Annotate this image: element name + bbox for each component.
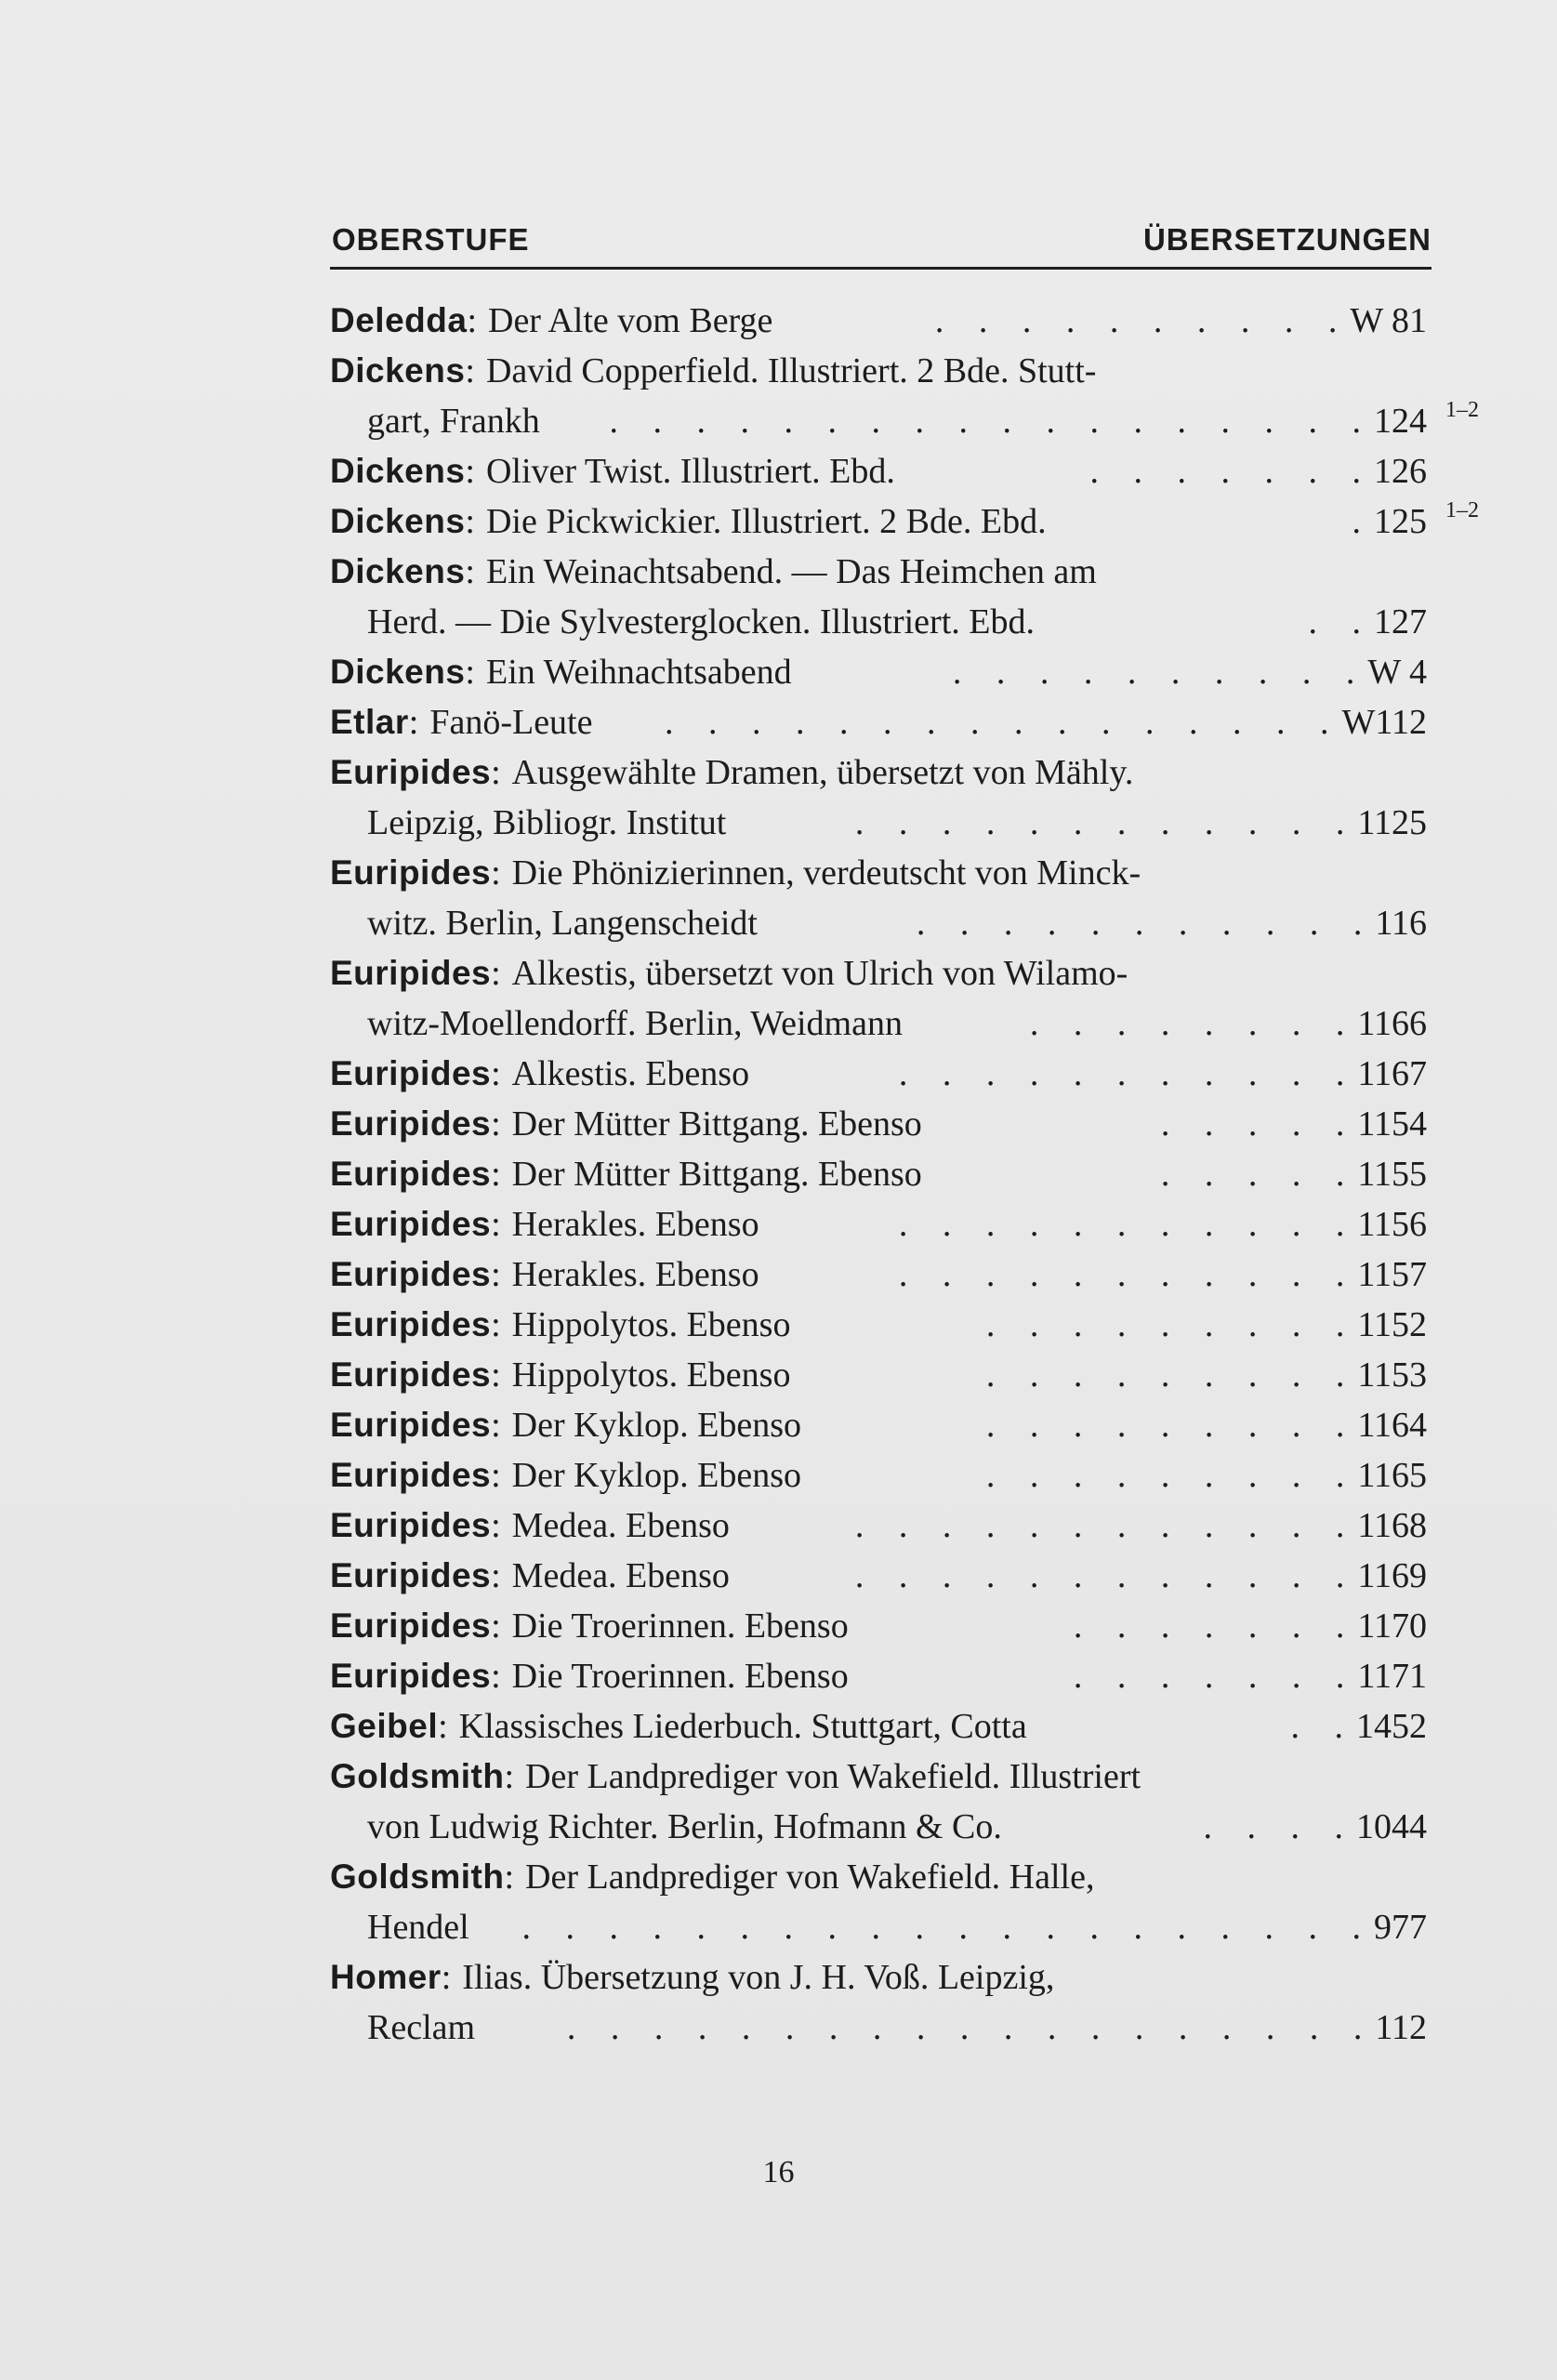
- entry-text: Die Phönizierinnen, verdeutscht von Minck-: [511, 853, 1141, 892]
- catalog-number: 1168: [1357, 1506, 1427, 1545]
- entry-text: Fanö-Leute: [429, 703, 593, 742]
- entry-text: gart, Frankh: [367, 402, 540, 441]
- dot-leader: . . . . . . . . .: [985, 1305, 1358, 1344]
- author-name: Dickens: [330, 502, 466, 540]
- dot-leader: . . . . . . . . . . . . . . . . . . . .: [521, 1908, 1374, 1947]
- entry-tail: [1309, 597, 1428, 647]
- author-name: Euripides: [330, 1355, 492, 1394]
- author-name: Euripides: [330, 954, 492, 992]
- entry-line: [330, 1551, 1427, 1601]
- entry-tail: [665, 697, 1427, 747]
- author-separator: :: [465, 653, 475, 692]
- entry-text: Oliver Twist. Illustriert. Ebd.: [485, 452, 895, 491]
- entry-tail: [1161, 1149, 1427, 1199]
- dot-leader: . . . . . . . . . . . . . . . .: [665, 703, 1342, 742]
- dot-leader: . . . . . . .: [1073, 1606, 1358, 1646]
- entry-line: [330, 1099, 1427, 1149]
- entry-tail: [1204, 1802, 1428, 1852]
- entry-text: Ein Weinachtsabend. — Das Heimchen am: [485, 552, 1097, 591]
- entry-line: [330, 1450, 1427, 1501]
- dot-leader: . . . . . . . . . .: [952, 653, 1368, 692]
- entry: [330, 346, 1479, 446]
- dot-leader: . . . . . . . . . . . .: [854, 1556, 1358, 1595]
- catalog-number: 1169: [1357, 1556, 1427, 1595]
- catalog-number: 1154: [1357, 1104, 1427, 1144]
- entry: [330, 1149, 1427, 1199]
- entry: [330, 1551, 1427, 1601]
- catalog-number: 1152: [1357, 1305, 1427, 1344]
- entry-tail: [899, 1250, 1427, 1300]
- entry-continuation-line: [330, 998, 1427, 1049]
- header-right: ÜBERSETZUNGEN: [1142, 222, 1432, 257]
- entry: [330, 1952, 1427, 2053]
- entry: [330, 1701, 1427, 1752]
- author-name: Euripides: [330, 753, 492, 791]
- entry: [330, 747, 1427, 848]
- entry: [330, 1852, 1427, 1952]
- dot-leader: . . . . . . . . . . .: [916, 904, 1376, 943]
- entry-line: [330, 697, 1427, 747]
- author-name: Dickens: [330, 452, 466, 490]
- author-separator: :: [408, 703, 419, 742]
- dot-leader: . . . . . . . . .: [985, 1406, 1358, 1445]
- entry-tail: [610, 396, 1428, 446]
- entry-text: Hendel: [367, 1908, 469, 1947]
- entry-tail: [855, 798, 1427, 848]
- dot-leader: . . . . . . .: [1073, 1657, 1358, 1696]
- entry-text: Der Kyklop. Ebenso: [511, 1406, 802, 1445]
- entry-tail: [1074, 1601, 1427, 1651]
- entry-text: Reclam: [367, 2008, 476, 2047]
- entry-list: [330, 296, 1479, 2053]
- author-name: Dickens: [330, 351, 466, 390]
- catalog-number: 1164: [1357, 1406, 1427, 1445]
- author-name: Euripides: [330, 1606, 492, 1645]
- author-separator: :: [441, 1958, 452, 1997]
- entry-line: [330, 1199, 1427, 1250]
- catalog-number: 1170: [1357, 1606, 1427, 1646]
- catalog-number: 1156: [1357, 1205, 1427, 1244]
- author-separator: :: [491, 1657, 501, 1696]
- entry-tail: [1030, 998, 1427, 1049]
- entry-tail: [986, 1300, 1427, 1350]
- entry: [330, 496, 1479, 547]
- entry-tail: [1074, 1651, 1427, 1701]
- entry-line: [330, 747, 1427, 798]
- entry: [330, 1400, 1427, 1450]
- entry-text: von Ludwig Richter. Berlin, Hofmann & Co.: [367, 1807, 1002, 1846]
- author-separator: :: [491, 1606, 501, 1646]
- entry-text: Ilias. Übersetzung von J. H. Voß. Leipzig,: [462, 1958, 1055, 1997]
- entry-line: [330, 848, 1427, 898]
- catalog-number: W 4: [1367, 653, 1427, 692]
- entry-text: Herd. — Die Sylvesterglocken. Illustriert. Ebd.: [367, 602, 1035, 641]
- author-separator: :: [491, 1155, 501, 1194]
- entry-text: Herakles. Ebenso: [511, 1205, 759, 1244]
- dot-leader: . . . . .: [1160, 1104, 1358, 1144]
- entry-tail: [1352, 496, 1428, 547]
- author-name: Euripides: [330, 1456, 492, 1494]
- entry-line: [330, 1601, 1427, 1651]
- catalog-number: 1155: [1357, 1155, 1427, 1194]
- entry-tail: [899, 1199, 1427, 1250]
- author-separator: :: [491, 1054, 501, 1093]
- author-separator: :: [504, 1858, 515, 1897]
- catalog-number: 116: [1375, 904, 1427, 943]
- entry-continuation-line: [330, 1802, 1427, 1852]
- entry-tail: [567, 2003, 1427, 2053]
- dot-leader: . . . . . . . . . . . .: [854, 1506, 1358, 1545]
- entry-text: Medea. Ebenso: [511, 1556, 730, 1595]
- author-name: Euripides: [330, 1506, 492, 1544]
- entry-continuation-line: [330, 798, 1427, 848]
- entry-line: [330, 1300, 1427, 1350]
- dot-leader: . . . . . . . . . . .: [898, 1054, 1358, 1093]
- entry-text: Alkestis, übersetzt von Ulrich von Wilamo-: [511, 954, 1128, 993]
- catalog-number: 1167: [1357, 1054, 1427, 1093]
- entry: [330, 848, 1427, 948]
- entry-continuation-line: [330, 1902, 1427, 1952]
- page-number: 16: [762, 2155, 795, 2189]
- author-name: Euripides: [330, 1305, 492, 1343]
- entry-line: [330, 496, 1479, 547]
- author-separator: :: [465, 502, 475, 541]
- dot-leader: . . . . . . . . . . . . . . . . . .: [609, 402, 1374, 441]
- catalog-number: 127: [1374, 602, 1427, 641]
- dot-leader: . . . . . . . .: [1029, 1004, 1358, 1043]
- author-separator: :: [465, 552, 475, 591]
- entry-line: [330, 1852, 1427, 1902]
- author-separator: :: [491, 853, 501, 892]
- dot-leader: . . . .: [1203, 1807, 1356, 1846]
- catalog-number: 112: [1375, 2008, 1427, 2047]
- author-name: Dickens: [330, 653, 466, 691]
- catalog-number: 1452: [1356, 1707, 1427, 1746]
- catalog-number: 977: [1374, 1908, 1427, 1947]
- author-separator: :: [491, 1305, 501, 1344]
- entry-text: Der Mütter Bittgang. Ebenso: [511, 1104, 922, 1144]
- entry-tail: [935, 296, 1427, 346]
- entry-line: [330, 1049, 1427, 1099]
- entry: [330, 547, 1427, 647]
- entry-text: Die Troerinnen. Ebenso: [511, 1606, 849, 1646]
- entry: [330, 1651, 1427, 1701]
- author-separator: :: [491, 1506, 501, 1545]
- entry-continuation-line: [330, 2003, 1427, 2053]
- catalog-number: 1125: [1357, 803, 1427, 842]
- entry: [330, 296, 1427, 346]
- catalog-number: 1171: [1357, 1657, 1427, 1696]
- dot-leader: . . . . . . . . . . .: [898, 1205, 1358, 1244]
- catalog-number: 124: [1374, 402, 1427, 441]
- catalog-number: 1153: [1357, 1355, 1427, 1395]
- entry-text: Hippolytos. Ebenso: [511, 1355, 791, 1395]
- header-left: OBERSTUFE: [332, 222, 530, 257]
- dot-leader: . . . . . . . . .: [985, 1355, 1358, 1395]
- entry: [330, 1300, 1427, 1350]
- dot-leader: . . . . . . . . . . . .: [854, 803, 1358, 842]
- entry-line: [330, 296, 1427, 346]
- author-separator: :: [491, 1556, 501, 1595]
- entry-text: Hippolytos. Ebenso: [511, 1305, 791, 1344]
- entry-text: Der Kyklop. Ebenso: [511, 1456, 802, 1495]
- author-name: Goldsmith: [330, 1858, 505, 1896]
- author-separator: :: [491, 1205, 501, 1244]
- catalog-number: 1166: [1357, 1004, 1427, 1043]
- catalog-number: 1157: [1357, 1255, 1427, 1294]
- entry-tail: [899, 1049, 1427, 1099]
- entry: [330, 446, 1427, 496]
- entry-text: Der Mütter Bittgang. Ebenso: [511, 1155, 922, 1194]
- dot-leader: . . . . . . . . . . . . . . . . . . .: [566, 2008, 1376, 2047]
- entry-text: witz. Berlin, Langenscheidt: [367, 904, 758, 943]
- entry-text: Klassisches Liederbuch. Stuttgart, Cotta: [458, 1707, 1027, 1746]
- catalog-number: 126: [1374, 452, 1427, 491]
- entry-line: [330, 446, 1427, 496]
- volume-range: 1–2: [1445, 498, 1479, 522]
- entry: [330, 1199, 1427, 1250]
- entry: [330, 1250, 1427, 1300]
- author-separator: :: [491, 1255, 501, 1294]
- entry-continuation-line: [330, 597, 1427, 647]
- entry-text: Leipzig, Bibliogr. Institut: [367, 803, 727, 842]
- entry: [330, 1450, 1427, 1501]
- entry-line: [330, 1501, 1427, 1551]
- entry-line: [330, 647, 1427, 697]
- entry-line: [330, 1149, 1427, 1199]
- catalog-number: 1165: [1357, 1456, 1427, 1495]
- dot-leader: . . . . .: [1160, 1155, 1358, 1194]
- dot-leader: . . . . . . . . . .: [934, 301, 1351, 340]
- entry-text: Alkestis. Ebenso: [511, 1054, 750, 1093]
- entry: [330, 1099, 1427, 1149]
- author-name: Euripides: [330, 1556, 492, 1594]
- entry-text: Medea. Ebenso: [511, 1506, 730, 1545]
- entry-line: [330, 547, 1427, 597]
- entry-text: Der Alte vom Berge: [488, 301, 773, 340]
- author-separator: :: [504, 1757, 515, 1796]
- author-separator: :: [465, 351, 475, 390]
- entry-line: [330, 1752, 1427, 1802]
- entry: [330, 647, 1427, 697]
- entry-line: [330, 1651, 1427, 1701]
- author-name: Euripides: [330, 1406, 492, 1444]
- entry-line: [330, 1350, 1427, 1400]
- entry: [330, 1350, 1427, 1400]
- entry-line: [330, 948, 1427, 998]
- running-header: [330, 218, 1432, 270]
- entry: [330, 1601, 1427, 1651]
- dot-leader: .: [1352, 502, 1374, 541]
- author-name: Homer: [330, 1958, 442, 1996]
- entry-text: Die Pickwickier. Illustriert. 2 Bde. Ebd.: [485, 502, 1047, 541]
- catalog-number: 1044: [1356, 1807, 1427, 1846]
- entry-line: [330, 1250, 1427, 1300]
- author-separator: :: [467, 301, 477, 340]
- entry-text: David Copperfield. Illustriert. 2 Bde. Stutt-: [485, 351, 1097, 390]
- dot-leader: . . . . . . . . .: [985, 1456, 1358, 1495]
- author-name: Euripides: [330, 1054, 492, 1092]
- entry-line: [330, 346, 1427, 396]
- volume-range: 1–2: [1445, 398, 1479, 422]
- entry: [330, 1501, 1427, 1551]
- entry-text: witz-Moellendorff. Berlin, Weidmann: [367, 1004, 903, 1043]
- entry-text: Die Troerinnen. Ebenso: [511, 1657, 849, 1696]
- entry-tail: [917, 898, 1427, 948]
- author-name: Deledda: [330, 301, 468, 339]
- author-name: Euripides: [330, 853, 492, 892]
- entry-tail: [522, 1902, 1428, 1952]
- entry-tail: [986, 1400, 1427, 1450]
- dot-leader: . .: [1308, 602, 1374, 641]
- author-separator: :: [491, 1456, 501, 1495]
- author-separator: :: [491, 954, 501, 993]
- entry-tail: [986, 1350, 1427, 1400]
- author-name: Euripides: [330, 1205, 492, 1243]
- entry: [330, 697, 1427, 747]
- catalog-number: W 81: [1350, 301, 1427, 340]
- entry-text: Herakles. Ebenso: [511, 1255, 759, 1294]
- entry: [330, 948, 1427, 1049]
- author-separator: :: [491, 753, 501, 792]
- catalog-number: W112: [1341, 703, 1427, 742]
- entry: [330, 1049, 1427, 1099]
- entry-line: [330, 1701, 1427, 1752]
- entry-tail: [986, 1450, 1427, 1501]
- author-name: Euripides: [330, 1657, 492, 1695]
- author-separator: :: [491, 1355, 501, 1395]
- entry-tail: [953, 647, 1427, 697]
- entry-text: Der Landprediger von Wakefield. Illustriert: [525, 1757, 1141, 1796]
- entry-tail: [855, 1501, 1427, 1551]
- entry-text: Ein Weihnachtsabend: [485, 653, 792, 692]
- entry-text: Ausgewählte Dramen, übersetzt von Mähly.: [511, 753, 1134, 792]
- entry-tail: [1161, 1099, 1427, 1149]
- author-name: Etlar: [330, 703, 409, 741]
- entry-line: [330, 1400, 1427, 1450]
- author-name: Goldsmith: [330, 1757, 505, 1795]
- catalog-number: 125: [1374, 502, 1427, 541]
- author-name: Euripides: [330, 1155, 492, 1193]
- dot-leader: . .: [1290, 1707, 1356, 1746]
- author-name: Euripides: [330, 1255, 492, 1293]
- author-separator: :: [491, 1406, 501, 1445]
- entry-continuation-line: [330, 898, 1427, 948]
- entry-tail: [1291, 1701, 1428, 1752]
- author-name: Geibel: [330, 1707, 439, 1745]
- author-separator: :: [491, 1104, 501, 1144]
- entry-continuation-line: [330, 396, 1479, 446]
- dot-leader: . . . . . . . . . . .: [898, 1255, 1358, 1294]
- entry: [330, 1752, 1427, 1852]
- entry-tail: [855, 1551, 1427, 1601]
- dot-leader: . . . . . . .: [1089, 452, 1374, 491]
- author-separator: :: [465, 452, 475, 491]
- entry-text: Der Landprediger von Wakefield. Halle,: [525, 1858, 1095, 1897]
- entry-tail: [1090, 446, 1428, 496]
- author-separator: :: [438, 1707, 448, 1746]
- author-name: Dickens: [330, 552, 466, 590]
- entry-line: [330, 1952, 1427, 2003]
- author-name: Euripides: [330, 1104, 492, 1143]
